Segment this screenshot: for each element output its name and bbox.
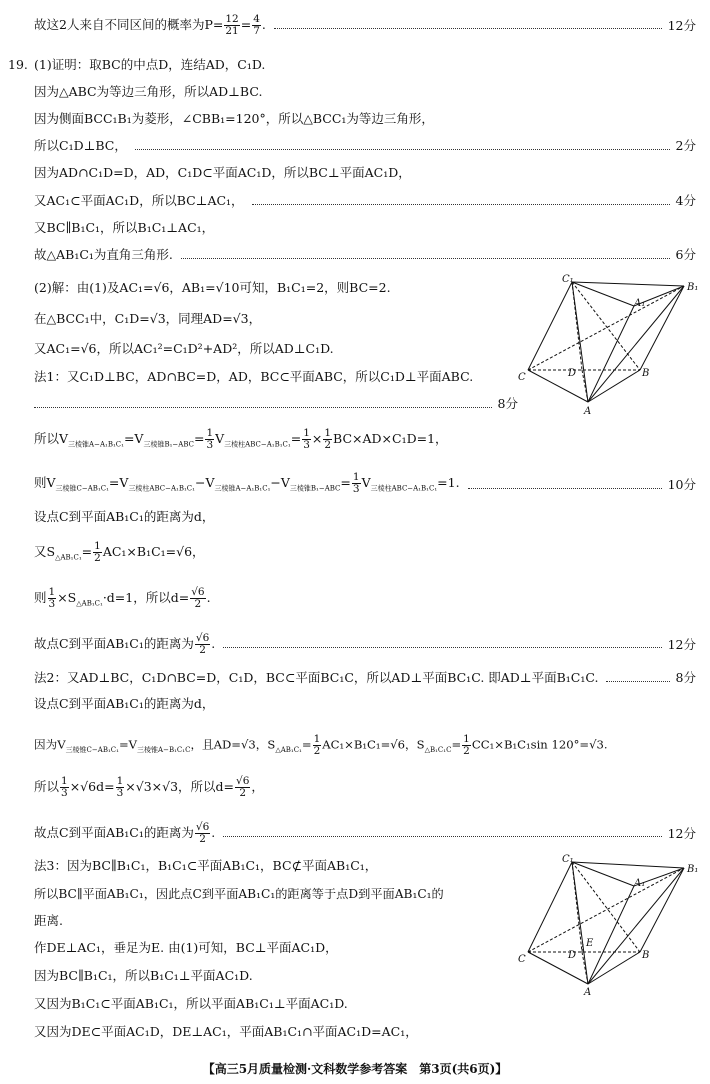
prism-figure-2: [512, 852, 708, 996]
dot-leader: [606, 681, 669, 682]
part2-line-1: (2)解：由(1)及AC₁=√6，AB₁=√10可知，B₁C₁=2，则BC=2.: [34, 280, 391, 295]
fraction: $\frac{1}{3}$: [61, 775, 68, 799]
method2-line-1: 法2：又AD⊥BC，C₁D∩BC=D，C₁D，BC⊂平面BC₁C，所以AD⊥平面BC₁C. 即AD⊥平面B₁C₁C. 8分: [34, 668, 696, 688]
method2-line-5: 故点C到平面AB₁C₁的距离为 $\frac{√6}{2}$ . 12分: [34, 821, 696, 845]
q19-line-2: 因为△ABC为等边三角形，所以AD⊥BC.: [34, 84, 263, 99]
q19-line-7: 又BC∥B₁C₁，所以B₁C₁⊥AC₁，: [34, 220, 215, 235]
q19-line-4: 所以C₁D⊥BC， 2分: [34, 136, 696, 156]
dot-leader: [135, 149, 670, 150]
label-a1: A₁: [634, 878, 646, 889]
part2-volume-line-2: 则$V_{三棱锥C-AB_1C_1}=V_{三棱柱ABC-A_1B_1C_1}-V_{三棱锥A-A_1B_1C_1}-V_{三棱锥B_1-ABC}=$ $\frac{1}{3}$ $V_{三棱柱ABC-A_1B_1C_1}=1$. 10分: [34, 471, 696, 495]
dot-leader: [468, 488, 662, 489]
method2-line-3: 因为$V_{三棱锥C-AB_1C_1}=V_{三棱锥A-B_1C_1C}$，且AD=√3，$S_{\triangle AB_1C_1}=$ $\frac{1}{2}$ AC₁×B₁C₁=√6，$S_{\triangle B_1C_1C}=$ $\frac{1}{2}$ CC₁×B₁C₁sin 120°=√3.: [34, 733, 608, 757]
score: 12分: [667, 825, 696, 841]
part2-line-11: 故点C到平面AB₁C₁的距离为 $\frac{√6}{2}$ . 12分: [34, 632, 696, 656]
fraction: $\frac{1}{3}$: [48, 586, 56, 610]
method3-line-2: 所以BC∥平面AB₁C₁，因此点C到平面AB₁C₁的距离等于点D到平面AB₁C₁的: [34, 887, 444, 901]
part2-line-8: 设点C到平面AB₁C₁的距离为d，: [34, 509, 215, 524]
dot-leader: [223, 647, 661, 648]
dot-leader: [252, 204, 670, 205]
fraction: $\frac{√6}{2}$: [195, 821, 210, 845]
label-e: E: [586, 938, 594, 949]
label-c1: C₁: [562, 854, 574, 865]
score: 12分: [667, 636, 696, 652]
label-b: B: [642, 950, 650, 961]
dot-leader: [34, 407, 492, 408]
label-b1: B₁: [687, 282, 699, 293]
dot-leader: [223, 836, 661, 837]
fraction: $\frac{1}{3}$: [352, 471, 360, 495]
score: 8分: [675, 670, 696, 685]
part2-line-2: 在△BCC₁中，C₁D=√3，同理AD=√3，: [34, 311, 262, 326]
fraction: $\frac{1}{2}$: [324, 427, 332, 451]
q19-line-5: 因为AD∩C₁D=D，AD，C₁D⊂平面AC₁D，所以BC⊥平面AC₁D，: [34, 165, 411, 180]
score: 12分: [667, 17, 696, 33]
fraction: $\frac{1}{3}$: [116, 775, 124, 799]
q19-line-1: (1)证明：取BC的中点D，连结AD，C₁D.: [34, 57, 266, 72]
label-b1: B₁: [687, 864, 699, 875]
fraction: $\frac{√6}{2}$: [195, 632, 210, 656]
fraction: $\frac{√6}{2}$: [191, 586, 205, 610]
fraction: $\frac{1}{2}$: [463, 733, 470, 757]
label-c: C: [518, 954, 526, 965]
fraction: $\frac{1}{3}$: [303, 427, 310, 451]
fraction: $\frac{1}{2}$: [313, 733, 321, 757]
label-c1: C₁: [562, 274, 574, 285]
q19-line-6: 又AC₁⊂平面AC₁D，所以BC⊥AC₁， 4分: [34, 191, 696, 211]
score: 2分: [675, 138, 696, 153]
score: 10分: [667, 477, 696, 493]
page-footer: 【高三5月质量检测·文科数学参考答案 第3页(共6页)】: [202, 1062, 508, 1076]
dot-leader: [181, 258, 670, 259]
label-a: A: [584, 406, 592, 416]
q19-line-3: 因为侧面BCC₁B₁为菱形，∠CBB₁=120°，所以△BCC₁为等边三角形，: [34, 111, 434, 126]
q18-final-line: 故这2人来自不同区间的概率为P= $\frac{12}{21}$ = $\frac{4}{7}$ . 12分: [34, 13, 696, 37]
part2-line-3: 又AC₁=√6，所以AC₁²=C₁D²+AD²，所以AD⊥C₁D.: [34, 341, 334, 356]
part2-line-10: 则 $\frac{1}{3}$ $\times S_{\triangle AB_1C_1}\cdot d=1$，所以d= $\frac{√6}{2}$ .: [34, 586, 211, 610]
method2-line-2: 设点C到平面AB₁C₁的距离为d，: [34, 696, 215, 711]
label-a: A: [584, 987, 592, 996]
label-b: B: [642, 368, 650, 379]
method3-line-5: 因为BC∥B₁C₁，所以B₁C₁⊥平面AC₁D.: [34, 968, 253, 983]
part2-volume-line-1: 所以$V_{三棱锥A-A_1B_1C_1}=V_{三棱锥B_1-ABC}=$ $\frac{1}{3}$ $V_{三棱柱ABC-A_1B_1C_1}=$ $\frac{1}{3}$ × $\frac{1}{2}$ BC×AD×C₁D=1，: [34, 427, 448, 451]
q18-text: 故这2人来自不同区间的概率为P=: [34, 17, 224, 32]
score: 6分: [675, 247, 696, 262]
label-d: D: [568, 950, 577, 961]
score: 4分: [675, 193, 696, 208]
q19-line-8: 故△AB₁C₁为直角三角形. 6分: [34, 245, 696, 265]
part2-line-9: 又$S_{\triangle AB_1C_1}=$ $\frac{1}{2}$ AC₁×B₁C₁=√6，: [34, 540, 205, 564]
label-a1: A₁: [634, 298, 646, 309]
method3-line-7: 又因为DE⊂平面AC₁D，DE⊥AC₁，平面AB₁C₁∩平面AC₁D=AC₁，: [34, 1024, 418, 1039]
part2-line-5: [34, 394, 518, 414]
fraction: $\frac{√6}{2}$: [236, 775, 250, 799]
fraction: $\frac{12}{21}$: [225, 13, 239, 37]
method3-line-1: 法3：因为BC∥B₁C₁，B₁C₁⊂平面AB₁C₁，BC⊄平面AB₁C₁，: [34, 858, 378, 873]
score: 8分: [497, 396, 518, 411]
label-d: D: [568, 368, 577, 379]
dot-leader: [274, 28, 662, 29]
prism-figure-1: [512, 270, 708, 416]
question-number: 19.: [8, 57, 28, 72]
method2-line-4: 所以 $\frac{1}{3}$ ×√6d= $\frac{1}{3}$ ×√3×√3，所以d= $\frac{√6}{2}$ ，: [34, 775, 264, 799]
fraction: $\frac{4}{7}$: [253, 13, 260, 37]
fraction: $\frac{1}{2}$: [94, 540, 101, 564]
label-c: C: [518, 372, 526, 383]
part2-line-4: 法1：又C₁D⊥BC，AD∩BC=D，AD，BC⊂平面ABC，所以C₁D⊥平面ABC.: [34, 369, 474, 384]
method3-line-6: 又因为B₁C₁⊂平面AB₁C₁，所以平面AB₁C₁⊥平面AC₁D.: [34, 996, 348, 1011]
method3-line-4: 作DE⊥AC₁，垂足为E. 由(1)可知，BC⊥平面AC₁D，: [34, 940, 338, 955]
fraction: $\frac{1}{3}$: [206, 427, 214, 451]
method3-line-3: 距离.: [34, 913, 63, 928]
